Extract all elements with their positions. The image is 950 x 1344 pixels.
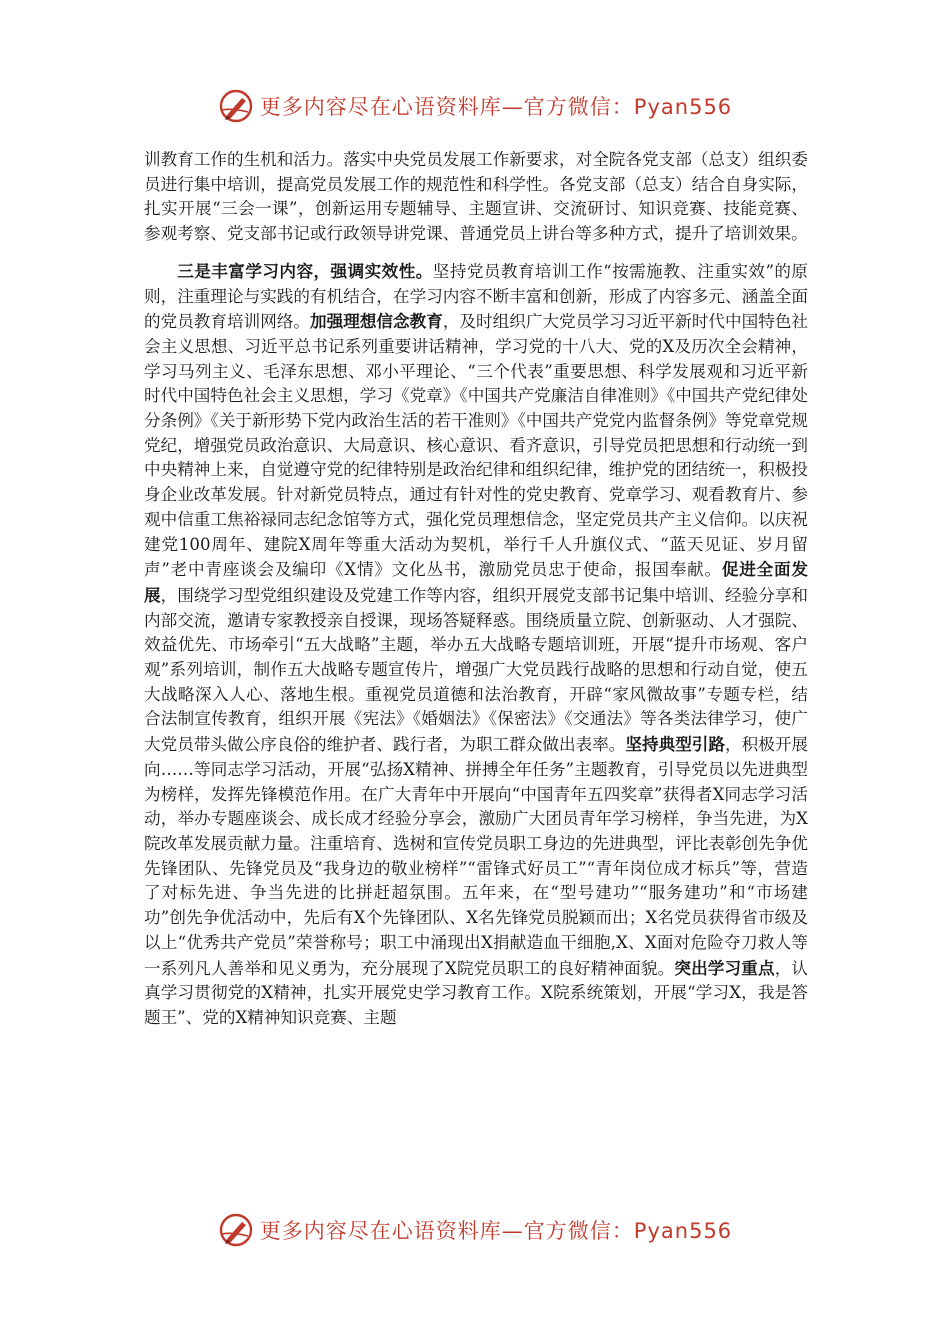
- bold-heading-run: 三是丰富学习内容，强调实效性。: [177, 260, 433, 281]
- paragraph-2: [144, 259, 808, 1031]
- bold-heading-run: 坚持典型引路: [625, 734, 726, 755]
- bold-heading-run: 促进全面发展: [144, 559, 809, 605]
- header-watermark-banner: [0, 86, 950, 126]
- text-run: ，认真学习贯彻党的X精神，扎实开展党史学习教育工作。X院系统策划，开展“学习X，我是答题王”、党的X精神知识竞赛、主题: [144, 958, 809, 1027]
- text-run: ，围绕学习型党组织建设及党建工作等内容，组织开展党支部书记集中培训、经验分享和内部交流，邀请专家教授亲自授课，现场答疑释惑。围绕质量立院、创新驱动、人才强院、效益优先、市场牵引“五大战略”主题，举办五大战略专题培训班，开展“提升市场观、客户观”系列培训，制作五大战略专题宣传片，增强广大党员践行战略的思想和行动自觉，使五大战略深入人心、落地生根。重视党员道德和法治教育，开辟“家风微故事”专题专栏，结合法制宣传教育，组织开展《宪法》《婚姻法》《保密法》《交通法》等各类法律学习，使广大党员带头做公序良俗的维护者、践行者，为职工群众做出表率。: [144, 585, 809, 755]
- watermark-text: 更多内容尽在心语资料库—官方微信：Pyan556: [259, 1219, 733, 1243]
- document-body: [144, 148, 808, 1031]
- bold-heading-run: 加强理想信念教育: [310, 311, 443, 332]
- paragraph-1: [144, 148, 808, 247]
- text-run: 训教育工作的生机和活力。落实中央党员发展工作新要求，对全院各党支部（总支）组织委员进行集中培训，提高党员发展工作的规范性和科学性。各党支部（总支）结合自身实际，扎实开展“三会一课”，创新运用专题辅导、主题宣讲、交流研讨、知识竞赛、技能竞赛、参观考察、党支部书记或行政领导讲党课、普通党员上讲台等多种方式，提升了培训效果。: [144, 150, 808, 244]
- pen-icon: [218, 1212, 254, 1248]
- watermark-text: 更多内容尽在心语资料库—官方微信：Pyan556: [259, 95, 733, 119]
- text-run: 坚持党员教育培训工作“按需施教、注重实效”的原则，注重理论与实践的有机结合，在学习内容不断丰富和创新，形成了内容多元、涵盖全面的党员教育培训网络。: [144, 261, 809, 332]
- pen-icon: [218, 88, 254, 124]
- text-run: ，积极开展向……等同志学习活动，开展“弘扬X精神、拼搏全年任务”主题教育，引导党员以先进典型为榜样，发挥先锋模范作用。在广大青年中开展向“中国青年五四奖章”获得者X同志学习活动，举办专题座谈会、成长成才经验分享会，激励广大团员青年学习榜样，争当先进，为X院改革发展贡献力量。注重培育、选树和宣传党员职工身边的先进典型，评比表彰创先争优先锋团队、先锋党员及“我身边的敬业榜样”“雷锋式好员工”“青年岗位成才标兵”等，营造了对标先进、争当先进的比拼赶超氛围。五年来，在“型号建功”“服务建功”和“市场建功”创先争优活动中，先后有X个先锋团队、X名先锋党员脱颖而出；X名党员获得省市级及以上“优秀共产党员”荣誉称号；职工中涌现出X捐献造血干细胞,X、X面对危险夺刀救人等一系列凡人善举和见义勇为，充分展现了X院党员职工的良好精神面貌。: [144, 735, 809, 978]
- text-run: ，及时组织广大党员学习习近平新时代中国特色社会主义思想、习近平总书记系列重要讲话精神，学习党的十八大、党的X及历次全会精神，学习马列主义、毛泽东思想、邓小平理论、“三个代表”重要思想、科学发展观和习近平新时代中国特色社会主义思想，学习《党章》《中国共产党廉洁自律准则》《中国共产党纪律处分条例》《关于新形势下党内政治生活的若干准则》《中国共产党党内监督条例》等党章党规党纪，增强党员政治意识、大局意识、核心意识、看齐意识，引导党员把思想和行动统一到中央精神上来，自觉遵守党的纪律特别是政治纪律和组织纪律，维护党的团结统一，积极投身企业改革发展。针对新党员特点，通过有针对性的党史教育、党章学习、观看教育片、参观中信重工焦裕禄同志纪念馆等方式，强化党员理想信念，坚定党员共产主义信仰。以庆祝建党100周年、建院X周年等重大活动为契机，举行千人升旗仪式、“蓝天见证、岁月留声”老中青座谈会及编印《X情》文化丛书，激励党员忠于使命，报国奉献。: [144, 312, 809, 580]
- bold-heading-run: 突出学习重点: [674, 957, 775, 978]
- footer-watermark-banner: [0, 1210, 950, 1250]
